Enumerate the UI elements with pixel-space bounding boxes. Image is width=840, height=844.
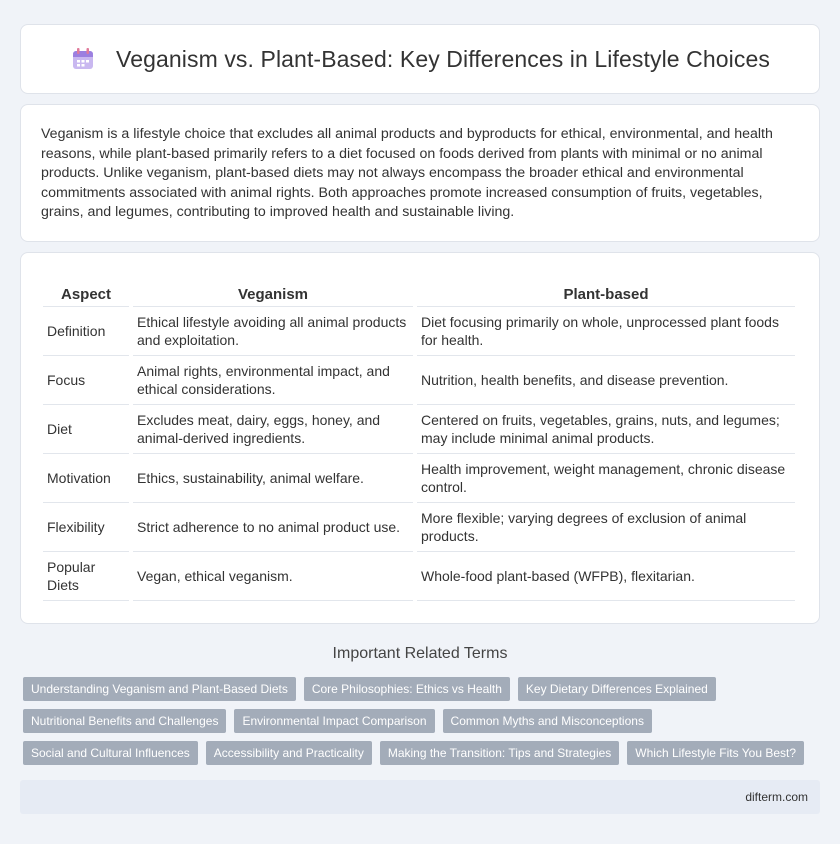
table-cell-veganism: Vegan, ethical veganism. [133, 552, 413, 601]
table-cell-aspect: Motivation [43, 454, 129, 503]
table-header-row [43, 285, 795, 307]
table-cell-plant-based: More flexible; varying degrees of exclusion of animal products. [417, 503, 795, 552]
table-row [43, 356, 795, 405]
table-cell-veganism: Strict adherence to no animal product use. [133, 503, 413, 552]
related-term-tag[interactable]: Which Lifestyle Fits You Best? [627, 741, 804, 765]
table-row [43, 405, 795, 454]
table-row [43, 552, 795, 601]
table-cell-veganism: Ethics, sustainability, animal welfare. [133, 454, 413, 503]
table-row [43, 307, 795, 356]
table-cell-aspect: Focus [43, 356, 129, 405]
related-terms-tags [23, 677, 823, 773]
related-term-tag[interactable]: Common Myths and Misconceptions [443, 709, 652, 733]
footer [20, 780, 820, 814]
table-row [43, 454, 795, 503]
table-cell-aspect: Flexibility [43, 503, 129, 552]
title-wrap [70, 46, 770, 73]
tag-row [23, 709, 823, 733]
column-header-plant-based: Plant-based [417, 285, 795, 307]
table-cell-veganism: Ethical lifestyle avoiding all animal products and exploitation. [133, 307, 413, 356]
related-term-tag[interactable]: Social and Cultural Influences [23, 741, 198, 765]
table-row [43, 503, 795, 552]
related-term-tag[interactable]: Making the Transition: Tips and Strategies [380, 741, 619, 765]
comparison-table-card [20, 252, 820, 624]
related-term-tag[interactable]: Understanding Veganism and Plant-Based Diets [23, 677, 296, 701]
related-term-tag[interactable]: Nutritional Benefits and Challenges [23, 709, 226, 733]
table-cell-aspect: Diet [43, 405, 129, 454]
header-card [20, 24, 820, 94]
tag-row [23, 677, 823, 701]
table-cell-veganism: Animal rights, environmental impact, and ethical considerations. [133, 356, 413, 405]
table-cell-plant-based: Nutrition, health benefits, and disease prevention. [417, 356, 795, 405]
table-cell-plant-based: Centered on fruits, vegetables, grains, nuts, and legumes; may include minimal animal products. [417, 405, 795, 454]
table-cell-aspect: Definition [43, 307, 129, 356]
related-term-tag[interactable]: Accessibility and Practicality [206, 741, 372, 765]
table-cell-veganism: Excludes meat, dairy, eggs, honey, and animal-derived ingredients. [133, 405, 413, 454]
table-cell-aspect: Popular Diets [43, 552, 129, 601]
comparison-table [39, 285, 799, 601]
related-terms-title: Important Related Terms [332, 645, 508, 662]
intro-card [20, 104, 820, 242]
table-cell-plant-based: Diet focusing primarily on whole, unprocessed plant foods for health. [417, 307, 795, 356]
column-header-aspect: Aspect [43, 285, 129, 307]
related-term-tag[interactable]: Core Philosophies: Ethics vs Health [304, 677, 510, 701]
related-term-tag[interactable]: Key Dietary Differences Explained [518, 677, 716, 701]
table-cell-plant-based: Health improvement, weight management, chronic disease control. [417, 454, 795, 503]
page-title: Veganism vs. Plant-Based: Key Differences in Lifestyle Choices [116, 45, 770, 72]
tag-row [23, 741, 823, 765]
intro-text: Veganism is a lifestyle choice that excludes all animal products and byproducts for ethical, environmental, and health reasons, while plant-based primarily refers to a diet focused on foods derived from plants with minimal or no animal products. Unlike veganism, plant-based diets may not always encompass the broader ethical and environmental commitments associated with animal rights. Both approaches promote increased consumption of fruits, vegetables, grains, and legumes, contributing to improved health and sustainable living. [41, 126, 773, 221]
column-header-veganism: Veganism [133, 285, 413, 307]
footer-site-link[interactable]: difterm.com [745, 790, 808, 804]
table-cell-plant-based: Whole-food plant-based (WFPB), flexitarian. [417, 552, 795, 601]
calendar-icon [70, 46, 96, 72]
related-term-tag[interactable]: Environmental Impact Comparison [234, 709, 434, 733]
